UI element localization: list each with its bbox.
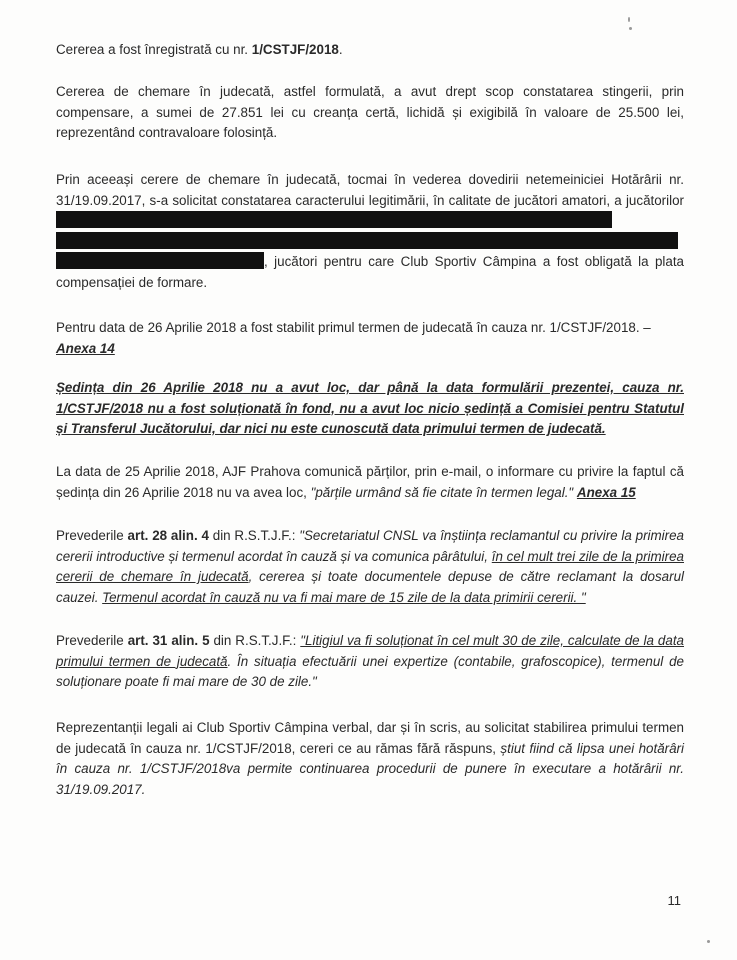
scan-speck (707, 940, 710, 943)
paragraph-emphasis: Ședința din 26 Aprilie 2018 nu a avut loc, dar până la data formulării prezentei, cauza nr. 1/CSTJF/2018 nu a fost soluționată în fond, nu a avut loc nicio ședință a Comisiei pentru Statutul și Transferul Jucătorului, dar nici nu este cunoscută data primului termen de judecată. (56, 380, 684, 436)
paragraph-purpose: Cererea de chemare în judecată, astfel formulată, a avut drept scop constatarea stingerii, prin compensare, a sumei de 27.851 lei cu creanța certă, lichidă și exigibilă în valoare de 25.500 lei, reprezentând contravaloare folosință. (56, 84, 684, 140)
paragraph-requests: Reprezentanții legali ai Club Sportiv Câmpina verbal, dar și în scris, au solicitat stabilirea primului termen de judecată în cauza nr. 1/CSTJF/2018, cereri ce au rămas fără răspuns, știut fiind că lipsa unei hotărâri în cauza nr. 1/CSTJF/2018va permite continuarea procedurii de punere în executare a hotărârii nr. 31/19.09.2017. (56, 720, 684, 797)
scan-speck (628, 17, 630, 22)
paragraph-art-28: Prevederile art. 28 alin. 4 din R.S.T.J.F.: "Secretariatul CNSL va înștiința reclamantul cu privire la primirea cererii introductive și termenul acordat în cauză și va comunica pârâtului, în cel mult trei zile de la primirea cererii de chemare în judecată, cererea și toate documentele depuse de către reclamant la dosarul cauzei. Termenul acordat în cauză nu va fi mai mare de 15 zile de la data primirii cererii. " (56, 528, 685, 605)
paragraph-ajf-notice: La data de 25 Aprilie 2018, AJF Prahova comunică părților, prin e-mail, o informare cu privire la faptul că ședința din 26 Aprilie 2018 nu va avea loc, "părțile urmând să fie citate în termen legal." Anexa 15 (56, 464, 684, 500)
redaction-block (56, 211, 612, 228)
page-number: 11 (667, 893, 681, 908)
redaction-block (56, 232, 678, 249)
paragraph-first-term: Pentru data de 26 Aprilie 2018 a fost stabilit primul termen de judecată în cauza nr. 1/CSTJF/2018. – Anexa 14 (56, 320, 651, 356)
annex-14-ref: Anexa 14 (56, 340, 115, 356)
registration-text: Cererea a fost înregistrată cu nr. (56, 42, 252, 57)
article-ref: art. 28 alin. 4 (127, 528, 209, 543)
registration-number: 1/CSTJF/2018 (251, 42, 339, 57)
paragraph-registration: Cererea a fost înregistrată cu nr. 1/CSTJF/2018. (56, 42, 343, 57)
scan-speck (629, 27, 632, 30)
quote-text: "părțile urmând să fie citate în termen legal." (310, 484, 574, 500)
legitimation-text-end: , jucători pentru care Club Sportiv Câmpina a fost obligată la plata compensației de formare. (56, 254, 684, 290)
legitimation-text: Prin aceeași cerere de chemare în judecată, tocmai în vederea dovedirii netemeiniciei Hotărârii nr. 31/19.09.2017, s-a solicitat constatarea caracterului legitimării, în calitate de jucători amatori, a jucătorilor (56, 172, 684, 208)
article-ref: art. 31 alin. 5 (127, 633, 210, 648)
redaction-block (56, 252, 264, 269)
paragraph-art-31: Prevederile art. 31 alin. 5 din R.S.T.J.F.: "Litigiul va fi soluționat în cel mult 30 de zile, calculate de la data primului termen de judecată. În situația efectuării unei expertize (contabile, grafoscopice), termenul de soluționare poate fi mai mare de 30 de zile." (56, 633, 684, 689)
annex-15-ref: Anexa 15 (576, 484, 636, 500)
paragraph-legitimation (56, 170, 684, 293)
